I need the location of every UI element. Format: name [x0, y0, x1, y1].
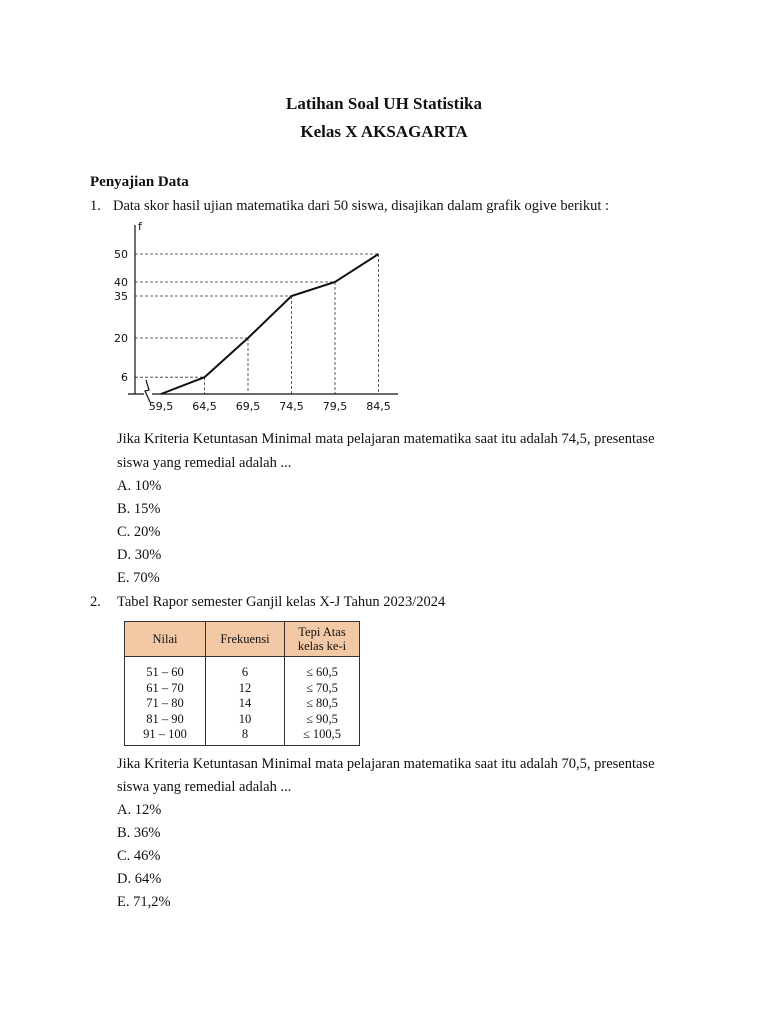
x-tick-label: 59,5 [148, 400, 174, 413]
table-row [125, 727, 360, 745]
header-frekuensi: Frekuensi [206, 622, 285, 657]
q1-question-line-2: siswa yang remedial adalah ... [117, 455, 292, 471]
table-row [125, 696, 360, 712]
q2-option-c: C. 46% [117, 848, 161, 864]
q2-option-b: B. 36% [117, 825, 161, 841]
guide-lines [135, 254, 379, 394]
cell-tepi-atas: ≤ 80,5 [285, 696, 360, 712]
table-row [125, 665, 360, 681]
ogive-line [161, 254, 379, 394]
header-nilai: Nilai [125, 622, 206, 657]
q2-number: 2. [90, 594, 101, 610]
q1-option-d: D. 30% [117, 547, 162, 563]
q2-option-e: E. 71,2% [117, 894, 171, 910]
chart-axes [128, 225, 398, 402]
tick-labels [114, 220, 391, 413]
x-tick-label: 74,5 [279, 400, 304, 413]
q2-option-d: D. 64% [117, 871, 162, 887]
y-tick-label: 35 [114, 290, 128, 303]
q1-question-line-1: Jika Kriteria Ketuntasan Minimal mata pelajaran matematika saat itu adalah 74,5, presentase [117, 431, 655, 447]
q1-prompt: Data skor hasil ujian matematika dari 50 siswa, disajikan dalam grafik ogive berikut : [113, 198, 610, 214]
cell-frekuensi: 10 [206, 712, 285, 728]
cell-tepi-atas: ≤ 70,5 [285, 681, 360, 697]
x-tick-label: 69,5 [235, 400, 261, 413]
q1-option-e: E. 70% [117, 570, 160, 586]
q2-prompt: Tabel Rapor semester Ganjil kelas X-J Tahun 2023/2024 [117, 594, 446, 610]
q1-option-b: B. 15% [117, 501, 161, 517]
x-tick-label: 84,5 [366, 400, 391, 413]
q1-option-c: C. 20% [117, 524, 161, 540]
y-axis-label: f [138, 220, 142, 233]
cell-frekuensi: 12 [206, 681, 285, 697]
table-spacer [125, 657, 360, 666]
x-tick-label: 64,5 [192, 400, 217, 413]
q2-option-a: A. 12% [117, 802, 162, 818]
page-subtitle: Kelas X AKSAGARTA [300, 122, 468, 141]
q2-question-line-1: Jika Kriteria Ketuntasan Minimal mata pelajaran matematika saat itu adalah 70,5, presentase [117, 756, 655, 772]
x-tick-label: 79,5 [322, 400, 348, 413]
y-tick-label: 40 [114, 276, 128, 289]
y-tick-label: 50 [114, 248, 128, 261]
cell-nilai: 71 – 80 [125, 696, 206, 712]
ogive-chart [108, 220, 408, 420]
cell-tepi-atas: ≤ 90,5 [285, 712, 360, 728]
table-row [125, 712, 360, 728]
section-title: Penyajian Data [90, 174, 189, 190]
cell-tepi-atas: ≤ 60,5 [285, 665, 360, 681]
q1-number: 1. [90, 198, 101, 214]
table-row [125, 681, 360, 697]
table-header-row [125, 622, 360, 657]
cell-frekuensi: 6 [206, 665, 285, 681]
y-tick-label: 6 [121, 371, 128, 385]
page-title: Latihan Soal UH Statistika [285, 94, 482, 113]
cell-nilai: 61 – 70 [125, 681, 206, 697]
q1-option-a: A. 10% [117, 478, 162, 494]
header-tepi-atas: Tepi Atas kelas ke-i [285, 622, 360, 657]
cell-tepi-atas: ≤ 100,5 [285, 727, 360, 745]
cell-nilai: 91 – 100 [125, 727, 206, 745]
cell-nilai: 51 – 60 [125, 665, 206, 681]
rapor-table [124, 621, 360, 746]
ogive-series [161, 254, 379, 394]
y-tick-label: 20 [114, 332, 128, 345]
cell-frekuensi: 14 [206, 696, 285, 712]
cell-frekuensi: 8 [206, 727, 285, 745]
q2-question-line-2: siswa yang remedial adalah ... [117, 779, 292, 795]
cell-nilai: 81 – 90 [125, 712, 206, 728]
